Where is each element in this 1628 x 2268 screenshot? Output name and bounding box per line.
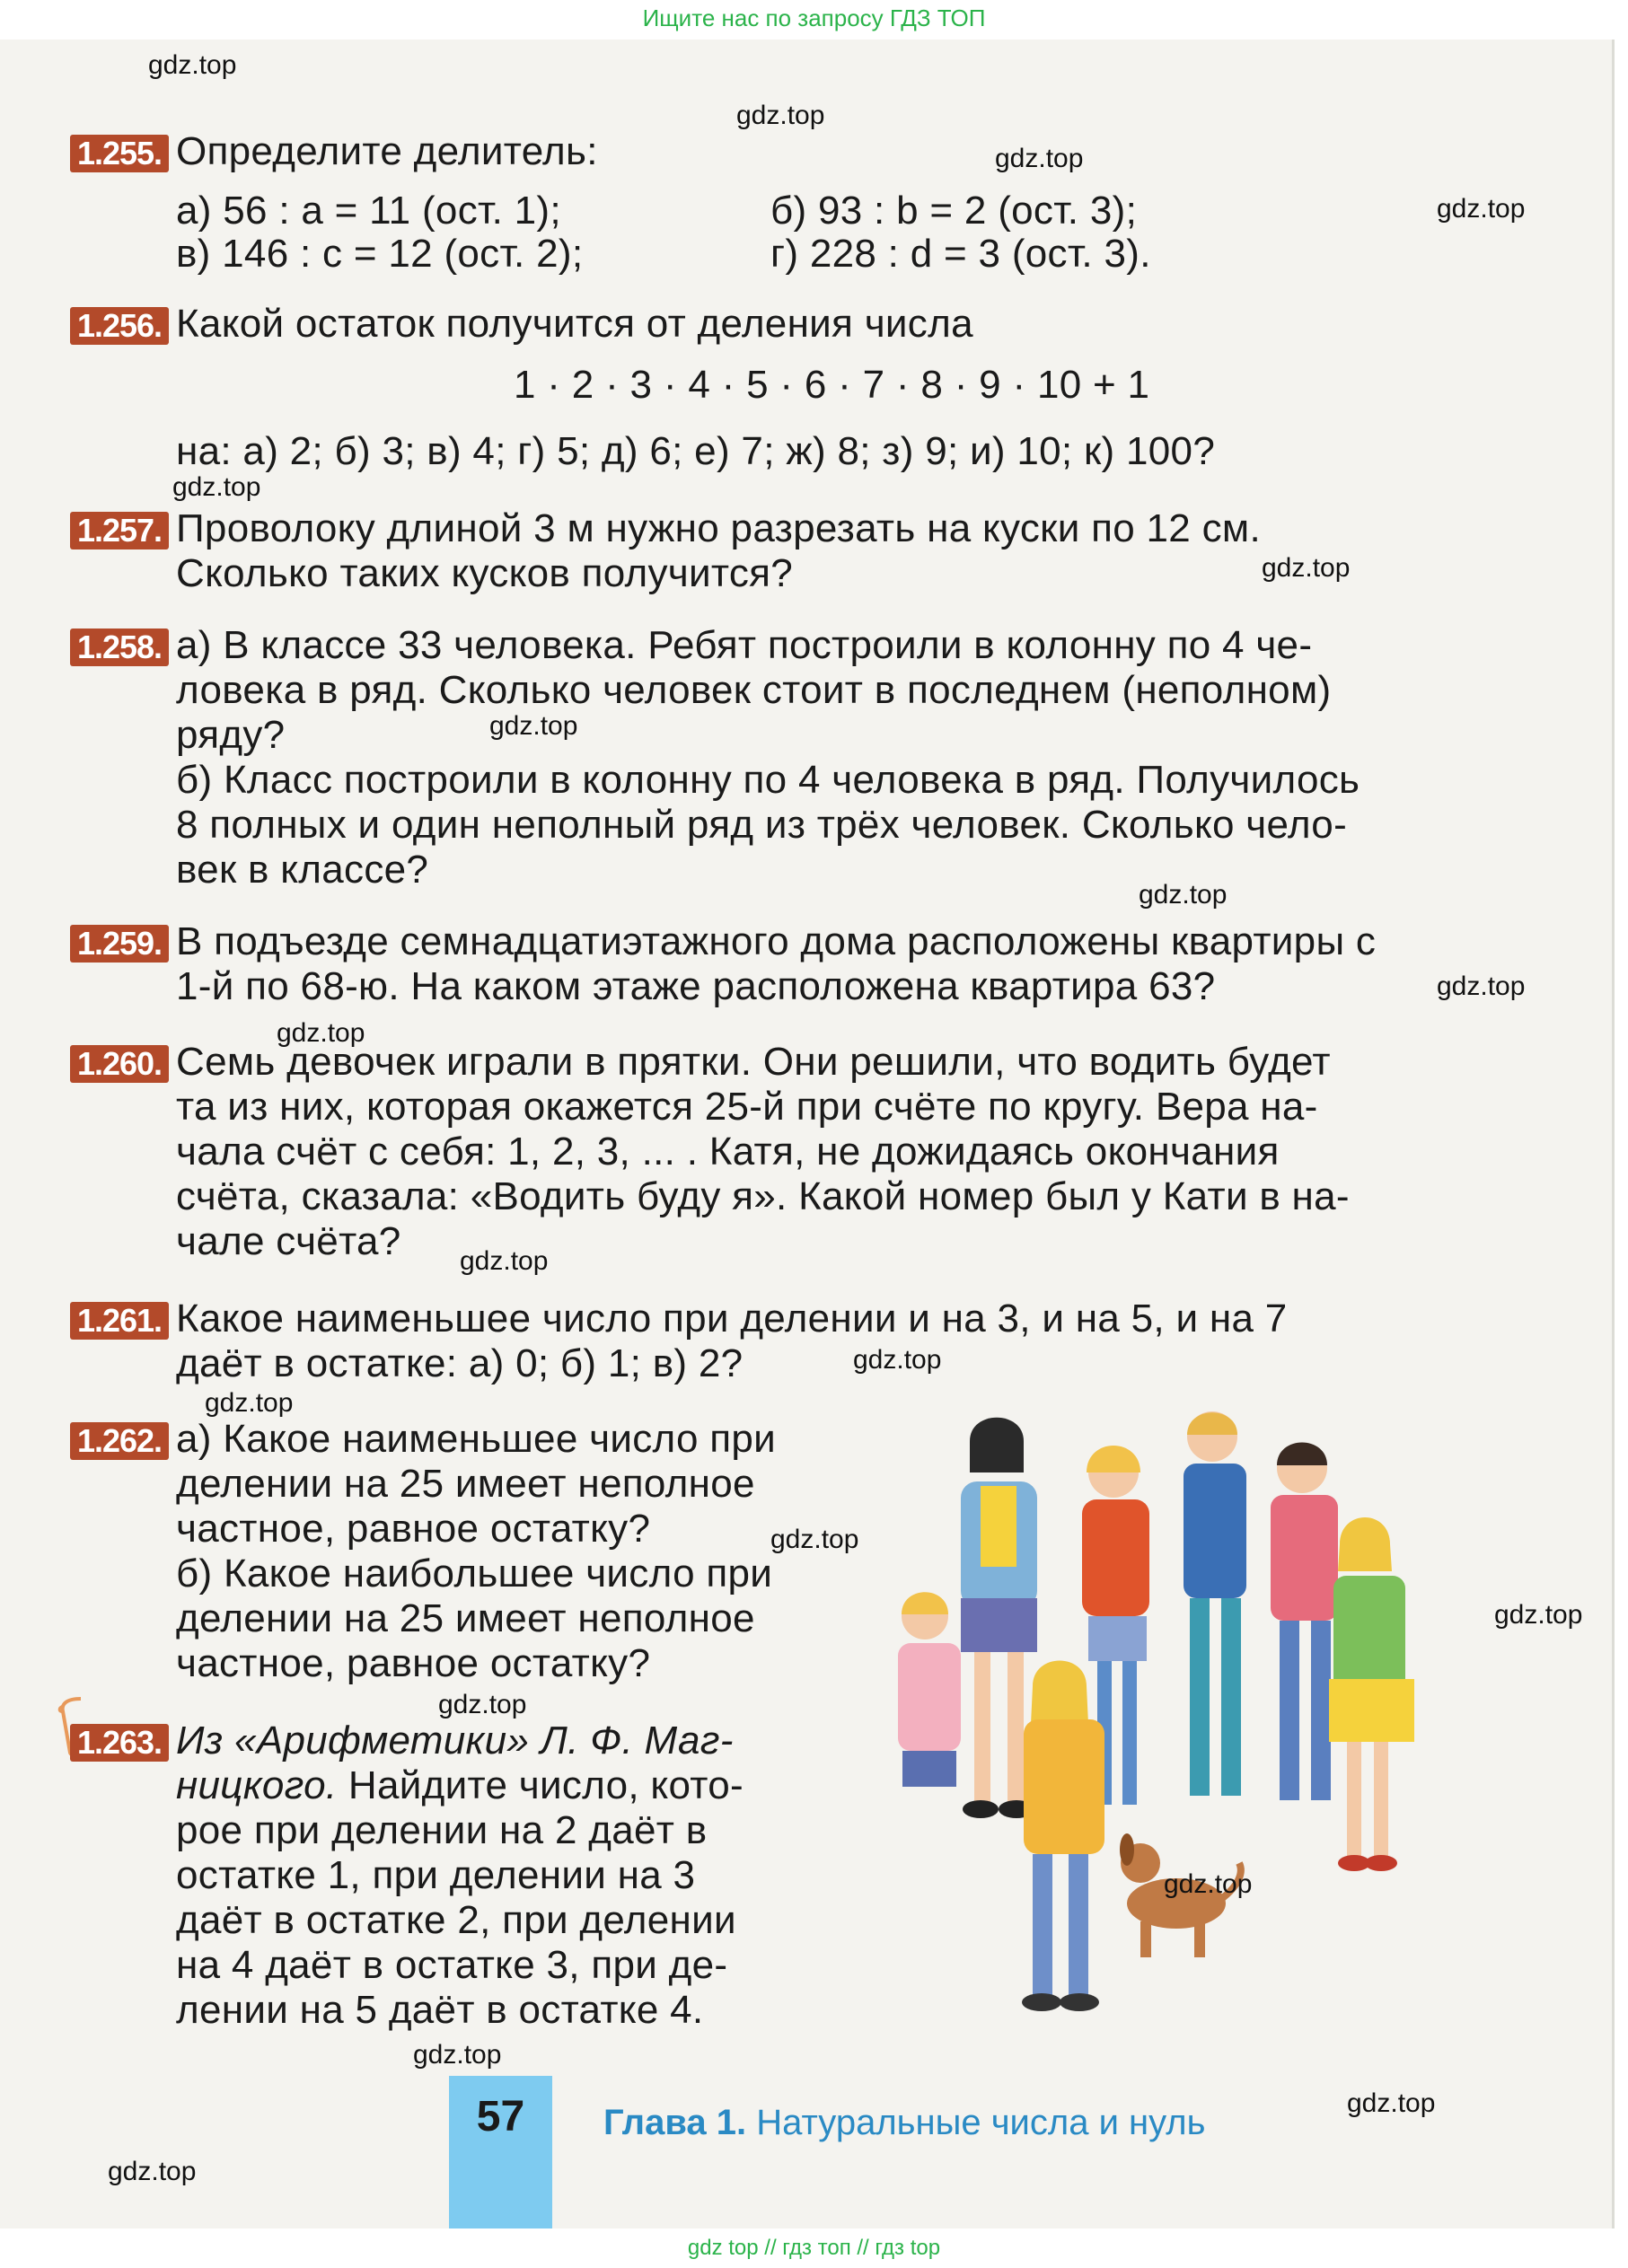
children-illustration bbox=[898, 1401, 1473, 2020]
problem-1258-line1: а) В классе 33 человека. Ребят построили в колонну по 4 че- bbox=[176, 623, 1313, 667]
problem-1263-line4: остатке 1, при делении на 3 bbox=[176, 1853, 696, 1897]
problem-1263-line7: лении на 5 даёт в остатке 4. bbox=[176, 1988, 704, 2032]
watermark: gdz.top bbox=[205, 1388, 294, 1418]
watermark: gdz.top bbox=[489, 711, 578, 741]
chapter-label: Глава 1. bbox=[603, 2103, 747, 2142]
watermark: gdz.top bbox=[736, 101, 825, 130]
problem-1259-line1: В подъезде семнадцатиэтажного дома расположены квартиры с bbox=[176, 919, 1377, 963]
watermark: gdz.top bbox=[1437, 971, 1526, 1001]
problem-number-1263: 1.263. bbox=[70, 1724, 169, 1762]
problem-1263-line6: на 4 даёт в остатке 3, при де- bbox=[176, 1943, 728, 1987]
problem-1258-line6: век в классе? bbox=[176, 848, 429, 892]
problem-number-1259: 1.259. bbox=[70, 925, 169, 963]
girl-pink-jacket-figure bbox=[898, 1592, 961, 1787]
watermark: gdz.top bbox=[1347, 2088, 1436, 2118]
problem-1257-line2: Сколько таких кусков получится? bbox=[176, 551, 794, 595]
problem-1262-line6: частное, равное остатку? bbox=[176, 1641, 651, 1685]
watermark: gdz.top bbox=[1164, 1869, 1253, 1899]
problem-number-1261: 1.261. bbox=[70, 1302, 169, 1340]
boy-blonde-figure bbox=[1184, 1411, 1246, 1796]
problem-1255-b: б) 93 : b = 2 (ост. 3); bbox=[770, 189, 1138, 233]
problem-1260-line4: счёта, сказала: «Водить буду я». Какой номер был у Кати в на- bbox=[176, 1174, 1350, 1218]
problem-1262-line1: а) Какое наименьшее число при bbox=[176, 1417, 777, 1461]
problem-1262-line3: частное, равное остатку? bbox=[176, 1507, 651, 1551]
problem-number-1262: 1.262. bbox=[70, 1422, 169, 1460]
problem-1255-a: а) 56 : a = 11 (ост. 1); bbox=[176, 189, 561, 233]
problem-1263-source: ницкого. bbox=[176, 1763, 338, 1807]
watermark: gdz.top bbox=[770, 1525, 859, 1554]
problem-1256-line1: Какой остаток получится от деления числа bbox=[176, 302, 973, 346]
problem-1263-line3: рое при делении на 2 даёт в bbox=[176, 1808, 708, 1852]
problem-1263-line1: Из «Арифметики» Л. Ф. Маг- bbox=[176, 1719, 734, 1763]
problem-1262-line5: делении на 25 имеет неполное bbox=[176, 1596, 755, 1640]
problem-number-1257: 1.257. bbox=[70, 512, 169, 549]
girl-yellow-skirt-figure bbox=[1329, 1517, 1414, 1871]
problem-1262-line4: б) Какое наибольшее число при bbox=[176, 1552, 773, 1596]
chapter-title bbox=[603, 2103, 1205, 2143]
problem-1256-formula: 1 · 2 · 3 · 4 · 5 · 6 · 7 · 8 · 9 · 10 + 1 bbox=[514, 363, 1150, 407]
problem-1257-line1: Проволоку длиной 3 м нужно разрезать на куски по 12 см. bbox=[176, 506, 1261, 550]
chapter-name: Натуральные числа и нуль bbox=[756, 2103, 1206, 2142]
bottom-banner[interactable]: gdz top // гдз топ // гдз top bbox=[687, 2236, 941, 2260]
problem-1263-line5: даёт в остатке 2, при делении bbox=[176, 1898, 736, 1942]
watermark: gdz.top bbox=[1494, 1600, 1583, 1630]
problem-number-1255: 1.255. bbox=[70, 135, 169, 172]
watermark: gdz.top bbox=[148, 50, 237, 80]
page-number: 57 bbox=[476, 2093, 525, 2141]
watermark: gdz.top bbox=[460, 1246, 549, 1276]
problem-number-1256: 1.256. bbox=[70, 307, 169, 345]
problem-1260-line5: чале счёта? bbox=[176, 1219, 401, 1263]
problem-1255-c: в) 146 : c = 12 (ост. 2); bbox=[176, 232, 584, 276]
watermark: gdz.top bbox=[1139, 880, 1228, 910]
problem-1258-line3: ряду? bbox=[176, 713, 286, 757]
watermark: gdz.top bbox=[277, 1018, 365, 1048]
watermark: gdz.top bbox=[995, 144, 1084, 173]
watermark: gdz.top bbox=[853, 1345, 942, 1375]
problem-1258-line4: б) Класс построили в колонну по 4 человека в ряд. Получилось bbox=[176, 758, 1360, 802]
watermark: gdz.top bbox=[1437, 194, 1526, 224]
problem-number-1260: 1.260. bbox=[70, 1045, 169, 1083]
problem-1255-line1: Определите делитель: bbox=[176, 129, 598, 173]
problem-1258-line5: 8 полных и один неполный ряд из трёх человек. Сколько чело- bbox=[176, 803, 1348, 847]
problem-1259-line2: 1-й по 68-ю. На каком этаже расположена квартира 63? bbox=[176, 964, 1216, 1008]
problem-1260-line2: та из них, которая окажется 25-й при счёте по кругу. Вера на- bbox=[176, 1085, 1318, 1129]
problem-1263-line2 bbox=[176, 1763, 744, 1808]
girl-yellow-sweater-figure bbox=[1022, 1661, 1104, 2012]
watermark: gdz.top bbox=[413, 2040, 502, 2070]
problem-1260-line1: Семь девочек играли в прятки. Они решили, что водить будет bbox=[176, 1040, 1331, 1084]
problem-1260-line3: чала счёт с себя: 1, 2, 3, ... . Катя, не дожидаясь окончания bbox=[176, 1130, 1280, 1174]
top-banner[interactable]: Ищите нас по запросу ГДЗ ТОП bbox=[642, 4, 986, 31]
problem-1261-line1: Какое наименьшее число при делении и на 3, и на 5, и на 7 bbox=[176, 1297, 1288, 1341]
problem-1261-line2: даёт в остатке: а) 0; б) 1; в) 2? bbox=[176, 1341, 744, 1385]
problem-1258-line2: ловека в ряд. Сколько человек стоит в последнем (неполном) bbox=[176, 668, 1332, 712]
problem-number-1258: 1.258. bbox=[70, 629, 169, 666]
watermark: gdz.top bbox=[438, 1690, 527, 1719]
watermark: gdz.top bbox=[172, 472, 261, 502]
watermark: gdz.top bbox=[108, 2157, 197, 2186]
boy-dark-hair-figure bbox=[1271, 1443, 1338, 1801]
problem-1256-line3: на: а) 2; б) 3; в) 4; г) 5; д) 6; е) 7; ж) 8; з) 9; и) 10; к) 100? bbox=[176, 429, 1216, 473]
problem-1255-d: г) 228 : d = 3 (ост. 3). bbox=[770, 232, 1151, 276]
problem-1263-line2-rest: Найдите число, кото- bbox=[337, 1763, 744, 1807]
watermark: gdz.top bbox=[1262, 553, 1351, 583]
problem-1262-line2: делении на 25 имеет неполное bbox=[176, 1462, 755, 1506]
